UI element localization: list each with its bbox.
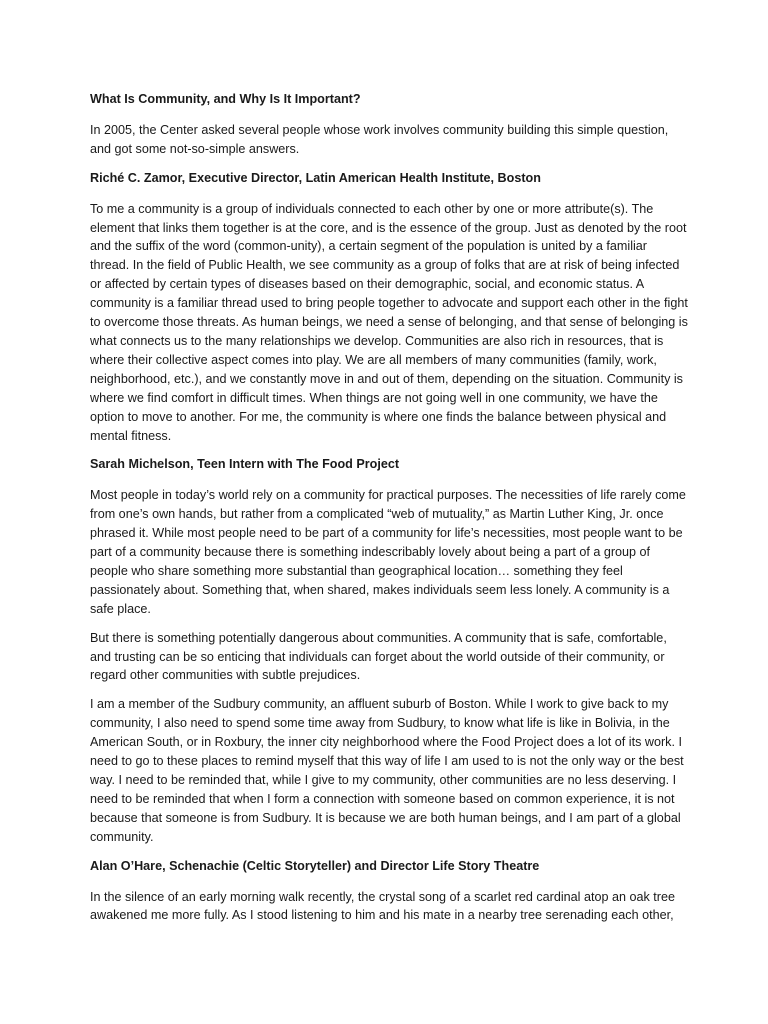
section-ohare [90,857,688,926]
section-heading: Riché C. Zamor, Executive Director, Latin American Health Institute, Boston [90,170,541,185]
intro-paragraph: In 2005, the Center asked several people whose work involves community building this simple question, and got some not-so-simple answers. [90,122,669,156]
document-page [90,90,688,935]
section-paragraph: In the silence of an early morning walk recently, the crystal song of a scarlet red cardinal atop an oak tree awakened me more fully. As I stood listening to him and his mate in a nearby tree serenading each other, [90,889,675,923]
section-paragraph: But there is something potentially dangerous about communities. A community that is safe, comfortable, and trusting can be so enticing that individuals can forget about the world outside of their community, or regard other communities with subtle prejudices. [90,630,667,683]
section-paragraph: To me a community is a group of individuals connected to each other by one or more attribute(s). The element that links them together is at the core, and is the essence of the group. Just as denoted by the root and the suffix of the word (common-unity), a certain segment of the population is united by a familiar thread. In the field of Public Health, we see community as a group of folks that are at risk of being infected or affected by certain types of diseases based on their demographic, social, and economic status. A community is a familiar thread used to bring people together to advocate and support each other in the fight to overcome those threats. As human beings, we need a sense of belonging, and that sense of belonging is what connects us to the many relationships we develop. Communities are also rich in resources, that is where their collective aspect comes into play. We are all members of many communities (family, work, neighborhood, etc.), and we constantly move in and out of them, depending on the situation. Community is where we find comfort in difficult times. When things are not going well in one community, we have the option to move to another. For me, the community is where one finds the balance between physical and mental fitness. [90,201,688,443]
section-zamor [90,169,688,446]
document-title: What Is Community, and Why Is It Important? [90,92,361,106]
section-paragraph: I am a member of the Sudbury community, an affluent suburb of Boston. While I work to give back to my community, I also need to spend some time away from Sudbury, to know what life is like in Bolivia, in the American South, or in Roxbury, the inner city neighborhood where the Food Project does a lot of its work. I need to go to these places to remind myself that this way of life I am used to is not the only way or the best way. I need to be reminded that, while I give to my community, other communities are no less deserving. I need to be reminded that when I form a connection with someone based on common experience, it is not because that someone is from Sudbury. It is because we are both human beings, and I am part of a global community. [90,697,684,844]
section-heading: Alan O’Hare, Schenachie (Celtic Storyteller) and Director Life Story Theatre [90,858,540,873]
section-heading: Sarah Michelson, Teen Intern with The Food Project [90,457,400,472]
section-michelson [90,455,688,846]
section-paragraph: Most people in today’s world rely on a community for practical purposes. The necessities of life rarely come from one’s own hands, but rather from a complicated “web of mutuality,” as Martin Luther King, Jr. once phrased it. While most people need to be part of a community for life’s necessities, most people want to be part of a community because there is something indescribably lovely about being a part of a group of people who share something more substantial than geographical location… something they feel passionately about. Something that, when shared, makes individuals seem less lonely. A community is a safe place. [90,488,686,616]
